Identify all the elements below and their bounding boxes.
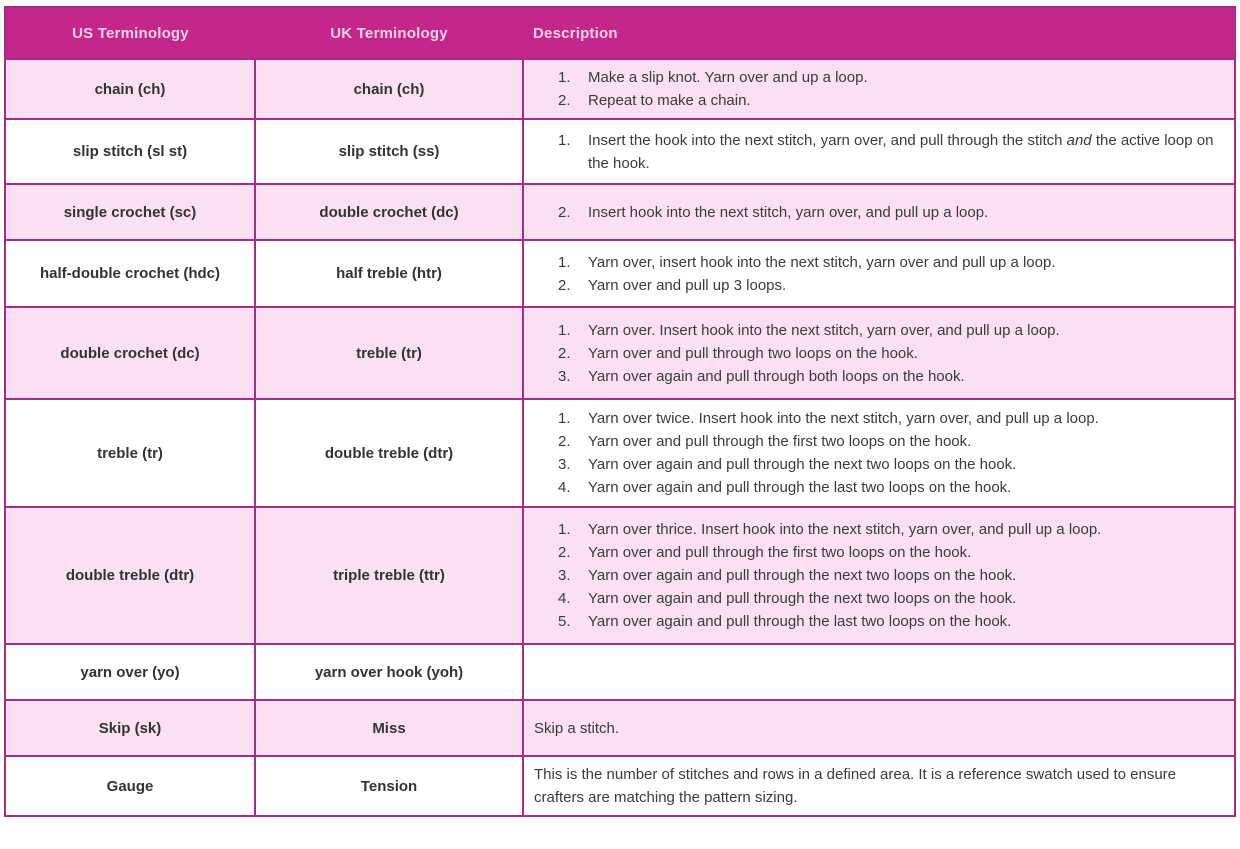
step-line [558,251,1224,274]
step-number: 1. [558,69,571,86]
step-list [534,129,1224,175]
step-list [534,251,1224,297]
step-line [558,365,1224,388]
description-cell [523,184,1235,240]
description-cell [523,240,1235,307]
uk-term-cell: slip stitch (ss) [255,119,523,184]
table-row [5,240,1235,307]
us-term-cell: yarn over (yo) [5,644,255,700]
step-number: 2. [558,276,571,294]
step-line [558,342,1224,365]
step-text: Yarn over and pull up 3 loops. [588,276,787,294]
step-text: Yarn over again and pull through the last two loops on the hook. [588,613,1012,630]
step-number: 2. [558,544,571,561]
table-row [5,756,1235,816]
step-number: 2. [558,203,571,221]
uk-term-cell: treble (tr) [255,307,523,399]
step-number: 3. [558,367,571,385]
step-text: Yarn over again and pull through both loops on the hook. [588,367,965,385]
uk-term-cell: Tension [255,756,523,816]
step-line [558,476,1224,499]
us-term-cell: treble (tr) [5,399,255,507]
us-term-cell: Skip (sk) [5,700,255,756]
step-number: 2. [558,92,571,109]
step-line [558,564,1224,587]
step-list [534,518,1224,633]
step-list [534,319,1224,388]
step-number: 4. [558,590,571,607]
step-text: Yarn over again and pull through the next two loops on the hook. [588,456,1017,473]
step-line [558,129,1224,175]
step-number: 1. [558,521,571,538]
uk-term-cell: chain (ch) [255,59,523,119]
italic-text: and [1066,131,1092,149]
step-text: Yarn over and pull through the first two loops on the hook. [588,433,972,450]
step-number: 1. [558,253,571,271]
step-number: 5. [558,613,571,630]
uk-term-cell: Miss [255,700,523,756]
step-text: Repeat to make a chain. [588,92,751,109]
step-line [558,319,1224,342]
uk-term-cell: yarn over hook (yoh) [255,644,523,700]
step-number: 2. [558,344,571,362]
table-row [5,399,1235,507]
step-line [558,518,1224,541]
step-text: Yarn over, insert hook into the next stitch, yarn over and pull up a loop. [588,253,1056,271]
column-header-uk: UK Terminology [255,7,523,59]
step-number: 3. [558,456,571,473]
step-number: 1. [558,131,571,149]
description-cell [523,119,1235,184]
step-text: Yarn over thrice. Insert hook into the next stitch, yarn over, and pull up a loop. [588,521,1102,538]
us-term-cell: slip stitch (sl st) [5,119,255,184]
step-text: Yarn over again and pull through the last two loops on the hook. [588,479,1012,496]
table-row [5,119,1235,184]
step-number: 2. [558,433,571,450]
description-text: Skip a stitch. [534,719,620,737]
uk-term-cell: double crochet (dc) [255,184,523,240]
step-text: Yarn over. Insert hook into the next stitch, yarn over, and pull up a loop. [588,321,1060,339]
uk-term-cell: triple treble (ttr) [255,507,523,644]
description-cell [523,59,1235,119]
step-line [558,587,1224,610]
step-list [534,66,1224,112]
us-term-cell: half-double crochet (hdc) [5,240,255,307]
description-cell [523,399,1235,507]
step-list [534,201,1224,224]
us-term-cell: chain (ch) [5,59,255,119]
uk-term-cell: double treble (dtr) [255,399,523,507]
description-cell [523,307,1235,399]
description-cell [523,644,1235,700]
table-header [5,7,1235,59]
step-text: Yarn over again and pull through the next two loops on the hook. [588,590,1017,607]
step-line [558,201,1224,224]
step-line [558,453,1224,476]
step-line [558,610,1224,633]
step-text: Insert the hook into the next stitch, yarn over, and pull through the stitch and the active loop on the hook. [588,131,1214,172]
step-line [558,66,1224,89]
step-text: Yarn over again and pull through the next two loops on the hook. [588,567,1017,584]
step-text: Yarn over and pull through two loops on the hook. [588,344,918,362]
table-row [5,307,1235,399]
step-number: 3. [558,567,571,584]
table-row [5,507,1235,644]
step-list [534,407,1224,499]
step-line [558,89,1224,112]
description-cell [523,756,1235,816]
table-body [5,59,1235,816]
column-header-description: Description [523,7,1235,59]
step-line [558,541,1224,564]
step-line [558,274,1224,297]
step-text: Insert hook into the next stitch, yarn over, and pull up a loop. [588,203,989,221]
step-text: Make a slip knot. Yarn over and up a loop. [588,69,868,86]
us-term-cell: single crochet (sc) [5,184,255,240]
step-line [558,407,1224,430]
us-term-cell: double treble (dtr) [5,507,255,644]
us-term-cell: double crochet (dc) [5,307,255,399]
column-header-us: US Terminology [5,7,255,59]
step-text: Yarn over and pull through the first two loops on the hook. [588,544,972,561]
step-number: 4. [558,479,571,496]
description-cell [523,700,1235,756]
terminology-table [4,6,1236,817]
table-row [5,184,1235,240]
step-text: Yarn over twice. Insert hook into the next stitch, yarn over, and pull up a loop. [588,410,1099,427]
table-row [5,59,1235,119]
step-number: 1. [558,410,571,427]
us-term-cell: Gauge [5,756,255,816]
uk-term-cell: half treble (htr) [255,240,523,307]
description-cell [523,507,1235,644]
header-row [5,7,1235,59]
table-row [5,700,1235,756]
step-number: 1. [558,321,571,339]
step-line [558,430,1224,453]
table-row [5,644,1235,700]
description-text: This is the number of stitches and rows in a defined area. It is a reference swatch used to ensure crafters are matching the pattern sizing. [534,766,1177,806]
